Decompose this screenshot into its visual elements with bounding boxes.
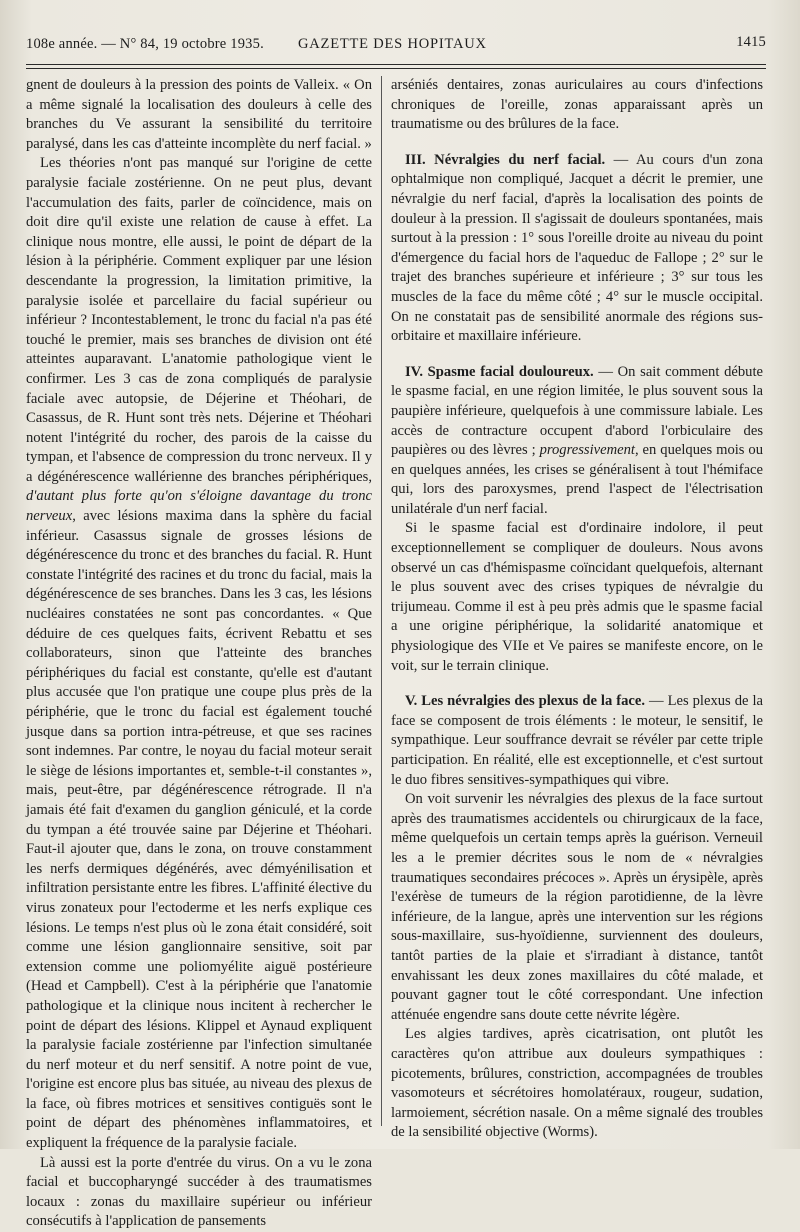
paragraph-text: Les théories n'ont pas manqué sur l'origine de cette paralysie faciale zostérienne. On ne peut plus, devant l'accumulation des faits, parler de coïncidence, mais on doit dire qu'il existe une relation de cause à effet. La clinique nous montre, elle aussi, le point de départ de la lésion à la périphérie. Comment expliquer par une lésion descendante la progression, la limitation primitive, la paralysie isolée et parcellaire du facial supérieur ou inférieur ? Incontestablement, le tronc du facial n'a pas été touché le premier, mais ses branches de division ont été atteintes auparavant. L'anatomie pathologique vient le confirmer. Les 3 cas de zona compliqués de paralysie faciale avec autopsie, de Déjerine et Théohari, de Casassus, de R. Hunt sont très nets. Déjerine et Théohari notent l'intégrité du rocher, des parois de la caisse du tympan, et l'absence de compression du tronc nerveux. Il y a dégénérescence wallérienne des branches périphériques, [26,155,372,485]
right-column [391,76,763,1143]
left-column [26,76,372,1232]
section-v [391,692,763,790]
emphasis-text: progressivement [539,442,635,459]
paragraph [26,154,372,1153]
paragraph: Les algies tardives, après cicatrisation, ont plutôt les caractères qu'on attribue aux douleurs sympathiques : picotements, brûlures, constriction, accompagnées de troubles vasomoteurs et sécrétoires homolatéraux, rougeur, sudation, larmoiement, sécrétion nasale. On a même signalé des troubles de la sensibilité objective (Worms). [391,1026,763,1141]
header-rule-thin [26,68,766,69]
emphasis-text: d'autant plus forte qu'on s'éloigne davantage du tronc nerveux [26,488,372,525]
section-heading: III. Névralgies du nerf facial. [405,151,606,168]
section-heading: IV. Spasme facial douloureux. [405,363,594,380]
section-iii [391,151,763,347]
section-heading: V. Les névralgies des plexus de la face. [405,693,646,710]
header-rule [26,64,766,65]
section-text: — On sait comment débute le spasme facial, en une région limitée, le plus souvent sous la paupière inférieure, quelquefois à une commissure labiale. Les accès de contracture occupent d'abord l'orbiculaire des paupières ou des lèvres ; [391,363,763,459]
paragraph: Là aussi est la porte d'entrée du virus. On a vu le zona facial et buccopharyngé succéder à des traumatismes locaux : zonas du maxillaire supérieur ou inférieur consécutifs à l'application de pansements [26,1154,372,1230]
section-text: — Les plexus de la face se composent de trois éléments : le moteur, le sensitif, le sympathique. Leur souffrance devrait se révéler par cette triple participation. En réalité, elle est exceptionnelle, et c'est surtout le duo fibres sensitives-sympathiques qui vibre. [391,693,763,788]
paragraph: Si le spasme facial est d'ordinaire indolore, il peut exceptionnellement se compliquer de douleurs. Nous avons observé un cas d'hémispasme coïncidant quelquefois, alternant le plus souvent avec des crises typiques de névralgie du trijumeau. Comme il est à peu près admis que le spasme facial a une origine périphérique, la solidarité anatomique et physiologique des VIIe et Ve paires se manifeste encore, on le voit, sur le terrain clinique. [391,520,763,674]
issue-info: 108e année. — N° 84, 19 octobre 1935. [26,36,264,52]
section-iv [391,363,763,520]
paragraph: arséniés dentaires, zonas auriculaires au cours d'infections chroniques de l'oreille, zonas apparaissant après un traumatisme ou des brûlures de la face. [391,77,763,133]
running-header [26,36,766,58]
page-number: 1415 [736,34,766,50]
section-text: — Au cours d'un zona ophtalmique non compliqué, Jacquet a décrit le premier, une névralgie du nerf facial, d'après la localisation des points de douleur à la pression. Il s'agissait de douleurs spontanées, mais surtout à la pression : 1° sous l'oreille droite au niveau du point d'émergence du facial hors de l'aqueduc de Fallope ; 2° sur le trajet des branches supérieure et inférieure ; 3° sur tous les muscles de la face du même côté ; 4° sur le muscle occipital. On ne constatait pas de sensibilité anormale des régions sus-orbitaire et maxillaire inférieure. [391,151,763,345]
column-divider [381,76,382,1126]
paragraph-text: , avec lésions maxima dans la sphère du facial inférieur. Casassus signale de grosses lésions de dégénérescence du tronc et des branches du facial. R. Hunt constate l'intégrité des racines et du tronc du facial, mais la dégénérescence de ses branches. Dans les 3 cas, les lésions nucléaires constatées ne sont pas concordantes. « Que déduire de ces quelques faits, écrivent Rebattu et ses collaborateurs, sinon que l'atteinte des branches périphériques du facial est constante, qu'elle est d'autant plus accusée que l'on pratique une coupe plus près de la périphérie, que le tronc du facial est également touché jusque dans sa portion intra-pétreuse, et que ses racines sont indemnes. Par contre, le noyau du facial moteur serait le siège de lésions importantes et, semble-t-il constantes », mais, peut-être, par dégénérescence rétrograde. Il n'a jamais été fait d'examen du ganglion géniculé, et la corde du tympan a été trouvée saine par Déjerine et Théohari. Faut-il ajouter que, dans le zona, on trouve constamment les nerfs dermiques dégénérés, avec démyénilisation et infiltration persistante entre les fibres. L'affinité élective du virus zonateux pour l'ectoderme et les nerfs explique ces lésions. Le temps n'est plus où le zona était considéré, soit comme une lésion ganglionnaire sensitive, soit par extension comme une poliomyélite aiguë postérieure (Head et Campbell). C'est à la périphérie que l'anatomie pathologique et la clinique nous incitent à rechercher le point de départ des lésions. Klippel et Aynaud expliquent la paralysie faciale zostérienne par l'infection simultanée du nerf moteur et du nerf sensitif. A notre point de vue, l'origine est encore plus bas située, au niveau des plexus de la face, où fibres motrices et sensitives contiguës sont le point de départ des phénomènes inflammatoires, et expliquent la fréquence de la paralysie faciale. [26,508,372,1152]
section-text: , en quelques mois ou en quelques années, les crises se généralisent à tout l'hémiface qui, lors des paroxysmes, prend l'aspect de l'électrisation unilatérale d'un nerf facial. [391,442,764,517]
paragraph: On voit survenir les névralgies des plexus de la face surtout après des traumatismes accidentels ou chirurgicaux de la face, même quelquefois un certain temps après la guérison. Verneuil les a le premier décrites sous le nom de « névralgies traumatiques secondaires précoces ». Après un érysipèle, après l'exérèse de tumeurs de la région parotidienne, de la lèvre inférieure, de la langue, après une intervention sur les régions sous-maxillaire, sus-hyoïdienne, surviennent des douleurs, tantôt parties de la plaie et s'irradiant à distance, tantôt envahissant les deux zones maxillaires du côté malade, et pouvant gagner tout le côté correspondant. Une infection atténuée engendre sans doute cette névrite légère. [391,791,763,1023]
journal-title: GAZETTE DES HOPITAUX [298,36,487,52]
paragraph: gnent de douleurs à la pression des points de Valleix. « On a même signalé la localisation des douleurs à celle des branches du Ve assurant la sensibilité du territoire paralysé, dans les cas d'atteinte incomplète du nerf facial. » [26,77,372,152]
